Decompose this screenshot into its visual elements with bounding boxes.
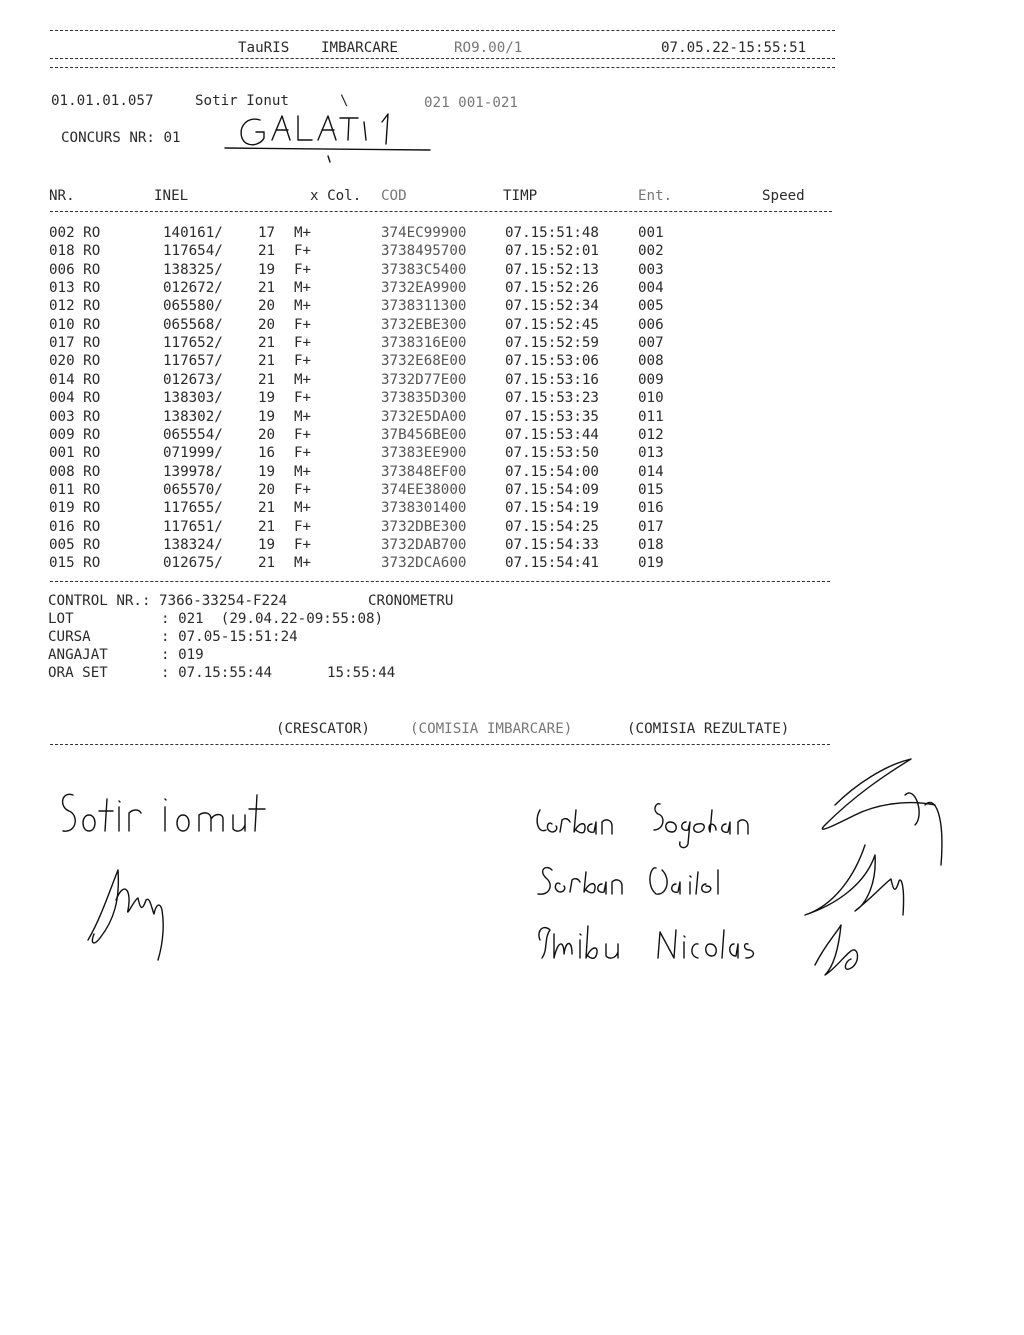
cell-ent: 009 (638, 371, 664, 388)
cell-timp: 07.15:53:35 (505, 408, 599, 425)
cell-cod: 3732E68E00 (381, 353, 467, 370)
cell-inel: 138302/ (163, 408, 223, 425)
table-row (0, 537, 1024, 555)
version-label: RO9.00/1 (454, 40, 523, 56)
cell-year: 20 (258, 426, 276, 443)
cell-sex: M+ (294, 555, 312, 572)
table-row (0, 243, 1024, 261)
cell-inel: 012672/ (163, 280, 223, 297)
cell-timp: 07.15:54:41 (505, 555, 599, 572)
cell-nr: 008 RO (49, 463, 101, 480)
table-row (0, 280, 1024, 298)
signature-dashed-rule (50, 744, 830, 745)
cell-nr: 020 RO (49, 353, 101, 370)
crescator-label: (CRESCATOR) (276, 721, 370, 737)
fancier-code: 01.01.01.057 (51, 93, 154, 109)
table-row (0, 225, 1024, 243)
cell-sex: M+ (294, 225, 312, 241)
cell-timp: 07.15:54:09 (505, 481, 599, 498)
cell-year: 20 (258, 298, 276, 315)
fancier-name: Sotir Ionut (195, 93, 289, 109)
table-row (0, 335, 1024, 353)
cell-inel: 117657/ (163, 353, 223, 370)
cell-cod: 374EC99900 (381, 225, 467, 241)
cell-cod: 3738316E00 (381, 335, 467, 352)
cell-timp: 07.15:52:59 (505, 335, 599, 352)
cell-year: 21 (258, 371, 276, 388)
cell-nr: 019 RO (49, 500, 101, 517)
cell-ent: 004 (638, 280, 664, 297)
table-row (0, 427, 1024, 445)
cell-ent: 017 (638, 518, 664, 535)
ora-set-label: ORA SET (48, 665, 108, 681)
program-name: TauRIS (238, 40, 290, 56)
cell-ent: 013 (638, 445, 664, 462)
cell-year: 21 (258, 353, 276, 370)
table-row (0, 390, 1024, 408)
top-dashed-rule (50, 30, 835, 31)
col-ent: Ent. (638, 188, 673, 204)
col-nr: NR. (49, 188, 75, 204)
cell-inel: 138325/ (163, 261, 223, 278)
cell-nr: 015 RO (49, 555, 101, 572)
cell-inel: 012675/ (163, 555, 223, 572)
cell-cod: 3732E5DA00 (381, 408, 467, 425)
cell-inel: 138303/ (163, 390, 223, 407)
cell-nr: 014 RO (49, 371, 101, 388)
cell-timp: 07.15:52:45 (505, 316, 599, 333)
cell-timp: 07.15:53:16 (505, 371, 599, 388)
table-row (0, 500, 1024, 518)
table-row (0, 298, 1024, 316)
cell-cod: 3732EA9900 (381, 280, 467, 297)
cell-cod: 3732DCA600 (381, 555, 467, 572)
cursa-label: CURSA (48, 629, 91, 645)
cell-sex: M+ (294, 280, 312, 297)
control-number: CONTROL NR.: 7366-33254-F224 (48, 593, 288, 609)
cell-cod: 3732DAB700 (381, 536, 467, 553)
cell-inel: 138324/ (163, 536, 223, 553)
cell-timp: 07.15:54:25 (505, 518, 599, 535)
table-row (0, 555, 1024, 573)
table-row (0, 464, 1024, 482)
cell-ent: 011 (638, 408, 664, 425)
column-header (0, 188, 1024, 206)
angajat-value: : 019 (161, 647, 204, 663)
cell-cod: 3732DBE300 (381, 518, 467, 535)
cell-timp: 07.15:54:19 (505, 500, 599, 517)
cell-year: 21 (258, 335, 276, 352)
cell-nr: 006 RO (49, 261, 101, 278)
cell-year: 19 (258, 536, 276, 553)
cell-year: 21 (258, 280, 276, 297)
cell-nr: 004 RO (49, 390, 101, 407)
cell-timp: 07.15:51:48 (505, 225, 599, 241)
cell-timp: 07.15:53:44 (505, 426, 599, 443)
cell-sex: M+ (294, 408, 312, 425)
cell-timp: 07.15:53:23 (505, 390, 599, 407)
angajat-label: ANGAJAT (48, 647, 108, 663)
handwritten-location (220, 108, 450, 168)
cell-inel: 065568/ (163, 316, 223, 333)
cell-sex: F+ (294, 390, 312, 407)
cell-cod: 3738311300 (381, 298, 467, 315)
cell-timp: 07.15:52:01 (505, 243, 599, 260)
cell-ent: 008 (638, 353, 664, 370)
breeder-signature (80, 860, 190, 970)
cell-nr: 002 RO (49, 225, 101, 241)
cell-sex: F+ (294, 481, 312, 498)
commission-signatures (795, 755, 955, 985)
cell-ent: 010 (638, 390, 664, 407)
cell-cod: 3738301400 (381, 500, 467, 517)
contest-label: CONCURS NR: 01 (61, 130, 181, 146)
cell-nr: 010 RO (49, 316, 101, 333)
cell-sex: F+ (294, 445, 312, 462)
cell-inel: 117655/ (163, 500, 223, 517)
table-top-rule (50, 211, 832, 212)
cell-cod: 373848EF00 (381, 463, 467, 480)
cell-ent: 014 (638, 463, 664, 480)
cell-year: 21 (258, 518, 276, 535)
cell-sex: M+ (294, 371, 312, 388)
table-row (0, 445, 1024, 463)
cell-timp: 07.15:52:26 (505, 280, 599, 297)
cell-ent: 005 (638, 298, 664, 315)
cell-nr: 013 RO (49, 280, 101, 297)
lot-value: : 021 (29.04.22-09:55:08) (161, 611, 384, 627)
cell-nr: 011 RO (49, 481, 101, 498)
cell-inel: 065570/ (163, 481, 223, 498)
col-speed: Speed (762, 188, 805, 204)
cell-year: 19 (258, 408, 276, 425)
table-row (0, 262, 1024, 280)
table-row (0, 519, 1024, 537)
cell-nr: 003 RO (49, 408, 101, 425)
cell-inel: 065554/ (163, 426, 223, 443)
cell-ent: 001 (638, 225, 664, 241)
breeder-handwritten-name (55, 785, 275, 855)
header-dashed-rule-2 (50, 67, 835, 68)
ora-set-extra: 15:55:44 (327, 665, 396, 681)
cell-inel: 117652/ (163, 335, 223, 352)
cell-nr: 017 RO (49, 335, 101, 352)
cell-cod: 3738495700 (381, 243, 467, 260)
table-row (0, 353, 1024, 371)
cell-inel: 071999/ (163, 445, 223, 462)
cell-year: 19 (258, 463, 276, 480)
cronometru-label: CRONOMETRU (368, 593, 454, 609)
cell-inel: 140161/ (163, 225, 223, 241)
cell-inel: 012673/ (163, 371, 223, 388)
cell-ent: 003 (638, 261, 664, 278)
cell-year: 19 (258, 390, 276, 407)
cell-year: 21 (258, 555, 276, 572)
cell-cod: 373835D300 (381, 390, 467, 407)
cursa-value: : 07.05-15:51:24 (161, 629, 298, 645)
ora-set-value: : 07.15:55:44 (161, 665, 273, 681)
mode-label: IMBARCARE (321, 40, 398, 56)
cell-cod: 3732D77E00 (381, 371, 467, 388)
cell-cod: 374EE38000 (381, 481, 467, 498)
cell-sex: M+ (294, 298, 312, 315)
cell-inel: 117651/ (163, 518, 223, 535)
cell-sex: M+ (294, 500, 312, 517)
cell-nr: 012 RO (49, 298, 101, 315)
cell-ent: 002 (638, 243, 664, 260)
header-dashed-rule-1 (50, 58, 835, 59)
cell-sex: F+ (294, 243, 312, 260)
cell-cod: 37383C5400 (381, 261, 467, 278)
cell-year: 19 (258, 261, 276, 278)
cell-timp: 07.15:53:06 (505, 353, 599, 370)
cell-sex: F+ (294, 335, 312, 352)
cell-ent: 015 (638, 481, 664, 498)
col-inel: INEL (154, 188, 189, 204)
cell-timp: 07.15:53:50 (505, 445, 599, 462)
cell-nr: 018 RO (49, 243, 101, 260)
cell-timp: 07.15:52:13 (505, 261, 599, 278)
col-timp: TIMP (503, 188, 538, 204)
fancier-mark: \ (340, 93, 349, 109)
cell-ent: 019 (638, 555, 664, 572)
cell-timp: 07.15:54:33 (505, 536, 599, 553)
cell-year: 21 (258, 500, 276, 517)
cell-sex: F+ (294, 353, 312, 370)
cell-cod: 3732EBE300 (381, 316, 467, 333)
comisia-rezultate-label: (COMISIA REZULTATE) (627, 721, 790, 737)
cell-timp: 07.15:52:34 (505, 298, 599, 315)
print-datetime: 07.05.22-15:55:51 (661, 40, 807, 56)
cell-sex: F+ (294, 536, 312, 553)
cell-timp: 07.15:54:00 (505, 463, 599, 480)
cell-sex: F+ (294, 261, 312, 278)
table-row (0, 317, 1024, 335)
cell-ent: 006 (638, 316, 664, 333)
lot-label: LOT (48, 611, 74, 627)
table-row (0, 482, 1024, 500)
cell-ent: 012 (638, 426, 664, 443)
table-row (0, 409, 1024, 427)
cell-nr: 001 RO (49, 445, 101, 462)
cell-sex: F+ (294, 316, 312, 333)
cell-cod: 37B456BE00 (381, 426, 467, 443)
table-bottom-rule (50, 581, 830, 582)
cell-year: 17 (258, 225, 276, 241)
cell-nr: 005 RO (49, 536, 101, 553)
cell-year: 20 (258, 481, 276, 498)
cell-cod: 37383EE900 (381, 445, 467, 462)
cell-year: 16 (258, 445, 276, 462)
cell-sex: F+ (294, 518, 312, 535)
cell-inel: 139978/ (163, 463, 223, 480)
cell-inel: 065580/ (163, 298, 223, 315)
cell-ent: 007 (638, 335, 664, 352)
cell-ent: 018 (638, 536, 664, 553)
cell-nr: 009 RO (49, 426, 101, 443)
cell-inel: 117654/ (163, 243, 223, 260)
col-cod: COD (381, 188, 407, 204)
cell-ent: 016 (638, 500, 664, 517)
table-row (0, 372, 1024, 390)
cell-year: 21 (258, 243, 276, 260)
comisia-imbarcare-label: (COMISIA IMBARCARE) (410, 721, 573, 737)
fancier-ids: 021 001-021 (424, 95, 518, 111)
cell-sex: F+ (294, 426, 312, 443)
cell-sex: M+ (294, 463, 312, 480)
cell-year: 20 (258, 316, 276, 333)
col-colony: x Col. (310, 188, 362, 204)
cell-nr: 016 RO (49, 518, 101, 535)
